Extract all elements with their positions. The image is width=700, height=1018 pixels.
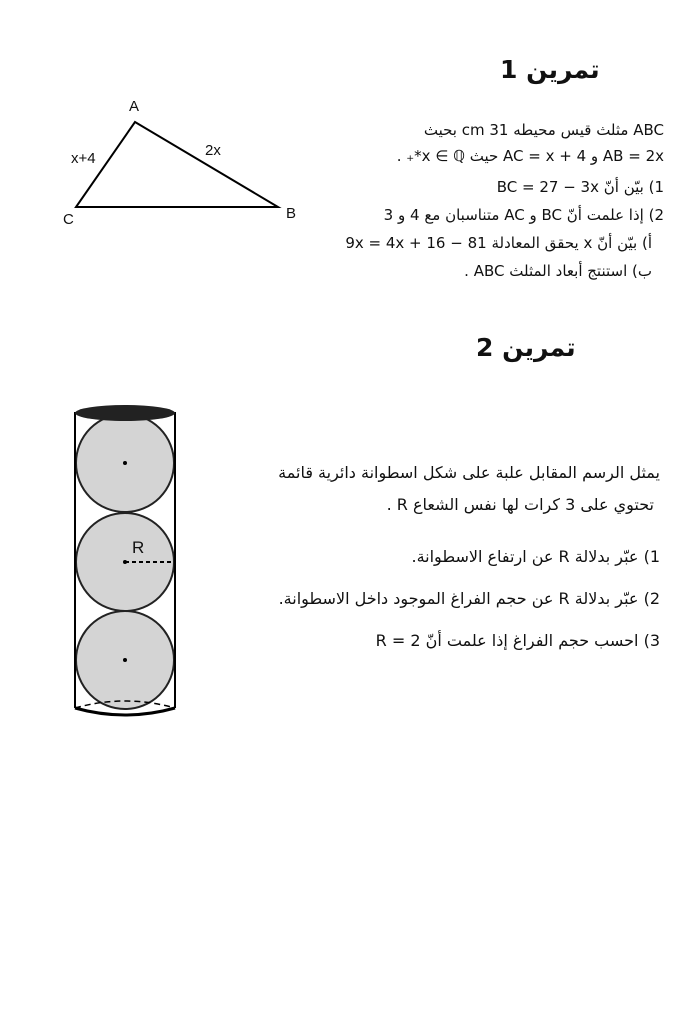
vertex-a-label: A: [129, 98, 140, 115]
side-ac-label: x+4: [71, 150, 96, 167]
triangle-abc: [76, 122, 278, 207]
side-ab-label: 2x: [205, 142, 221, 159]
vertex-c-label: C: [63, 211, 74, 228]
ex2-line: 3) احسب حجم الفراغ إذا علمت أنّ R = 2: [375, 631, 660, 650]
ex1-line: 1) بيّن أنّ BC = 27 − 3x: [496, 178, 664, 196]
cylinder-figure: [75, 405, 175, 715]
ex1-line: أ) بيّن أنّ x يحقق المعادلة 81 − 9x = 4x + 16: [345, 234, 652, 252]
ex2-line: 2) عبّر بدلالة R عن حجم الفراغ الموجود داخل الاسطوانة.: [278, 589, 660, 608]
ex1-line: ABC مثلث قيس محيطه 31 cm بحيث: [423, 121, 664, 139]
ex1-line: 2) إذا علمت أنّ BC و AC متناسبان مع 4 و 3: [383, 206, 664, 224]
cylinder-top: [75, 405, 175, 421]
ex2-line: يمثل الرسم المقابل علبة على شكل اسطوانة دائرية قائمة: [278, 463, 660, 482]
exercise-2-title: تمرين 2: [476, 333, 576, 362]
ex1-line: ب) استنتج أبعاد المثلث ABC .: [464, 262, 652, 280]
ex2-line: تحتوي على 3 كرات لها نفس الشعاع R .: [386, 495, 654, 514]
ex2-line: 1) عبّر بدلالة R عن ارتفاع الاسطوانة.: [411, 547, 660, 566]
ex1-line: AB = 2x و AC = x + 4 حيث x ∈ ℚ*₊ .: [396, 147, 664, 165]
vertex-b-label: B: [286, 205, 297, 222]
radius-label: R: [132, 538, 145, 557]
exercise-1-title: تمرين 1: [500, 55, 600, 84]
